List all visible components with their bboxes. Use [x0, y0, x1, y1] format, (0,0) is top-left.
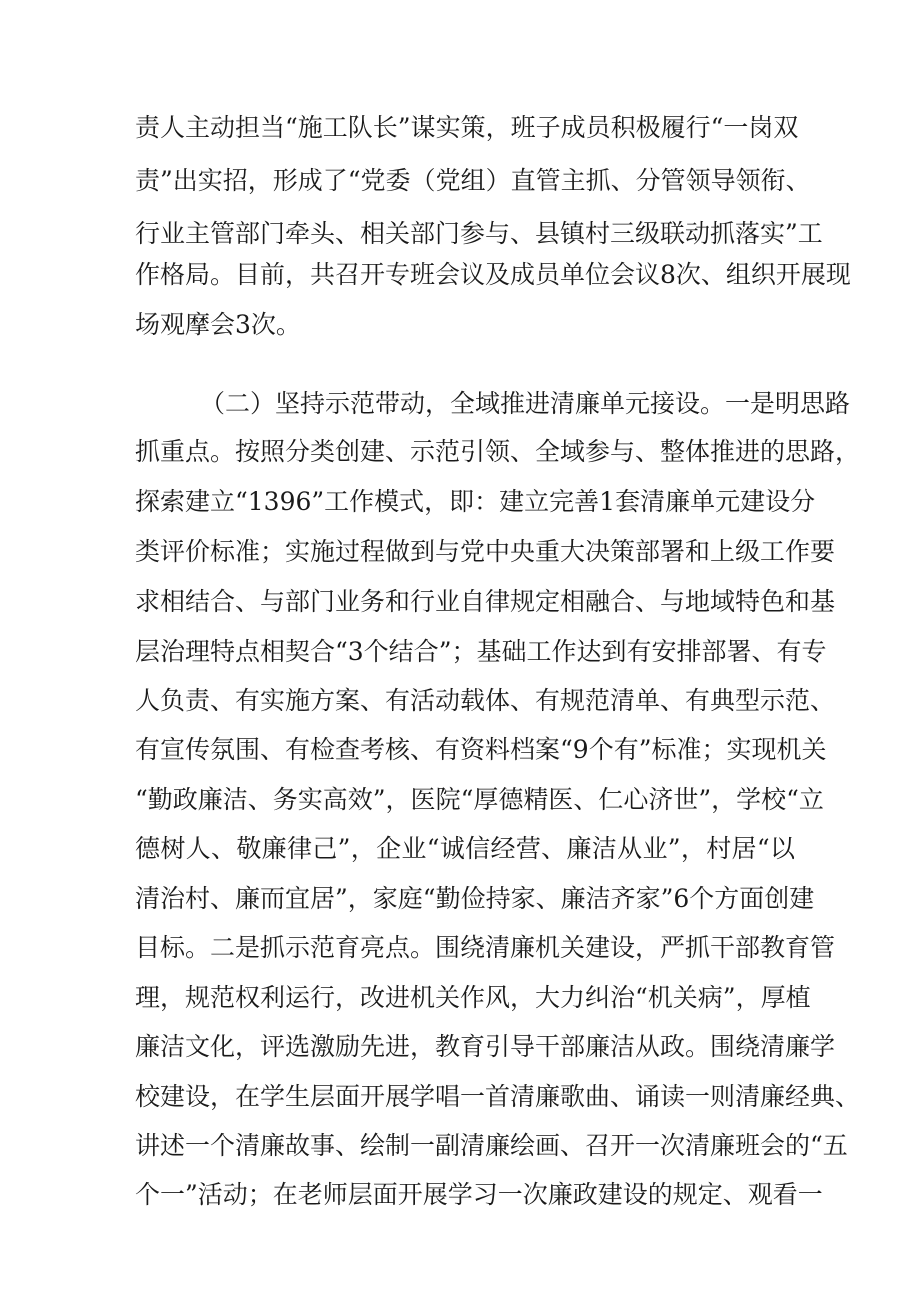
paragraph-2-line-12: 目标。二是抓示范育亮点。围绕清廉机关建设，严抓干部教育管 — [135, 933, 836, 962]
paragraph-2-line-17: 个一”活动；在老师层面开展学习一次廉政建设的规定、观看一 — [135, 1180, 823, 1209]
paragraph-2-line-11: 清治村、廉而宜居”，家庭“勤俭持家、廉洁齐家”6个方面创建 — [135, 884, 815, 913]
paragraph-1-line-3: 行业主管部门牵头、相关部门参与、县镇村三级联动抓落实”工 — [135, 219, 823, 248]
paragraph-1-line-1: 责人主动担当“施工队长”谋实策，班子成员积极履行“一岗双 — [135, 113, 799, 142]
paragraph-2-line-13: 理，规范权利运行，改进机关作风，大力纠治“机关病”，厚植 — [135, 983, 811, 1012]
paragraph-2-line-15: 校建设，在学生层面开展学唱一首清廉歌曲、诵读一则清廉经典、 — [135, 1082, 861, 1111]
paragraph-2-line-1: （二）坚持示范带动，全域推进清廉单元接设。一是明思路 — [200, 389, 851, 418]
paragraph-2-line-8: 有宣传氛围、有检查考核、有资料档案“9个有”标准；实现机关 — [135, 735, 827, 764]
paragraph-2-line-7: 人负责、有实施方案、有活动载体、有规范清单、有典型示范、 — [135, 686, 836, 715]
paragraph-2-line-4: 类评价标准；实施过程做到与党中央重大决策部署和上级工作要 — [135, 537, 836, 566]
paragraph-2-line-16: 讲述一个清廉故事、绘制一副清廉绘画、召开一次清廉班会的“五 — [135, 1131, 848, 1160]
paragraph-2-line-6: 层治理特点相契合“3个结合”；基础工作达到有安排部署、有专 — [135, 637, 827, 666]
paragraph-1-line-5: 场观摩会3次。 — [135, 310, 301, 339]
paragraph-2-line-9: “勤政廉洁、务实高效”，医院“厚德精医、仁心济世”，学校“立 — [135, 785, 824, 814]
paragraph-1-line-4: 作格局。目前，共召开专班会议及成员单位会议8次、组织开展现 — [135, 260, 851, 289]
paragraph-2-line-2: 抓重点。按照分类创建、示范引领、全域参与、整体推进的思路， — [135, 437, 861, 466]
paragraph-2-line-5: 求相结合、与部门业务和行业自律规定相融合、与地域特色和基 — [135, 587, 836, 616]
paragraph-2-line-10: 德树人、敬廉律己”，企业“诚信经营、廉洁从业”，村居“以 — [135, 834, 795, 863]
paragraph-2-line-3: 探索建立“1396”工作模式，即：建立完善1套清廉单元建设分 — [135, 487, 816, 516]
paragraph-2-line-14: 廉洁文化，评选激励先进，教育引导干部廉洁从政。围绕清廉学 — [135, 1032, 836, 1061]
paragraph-1-line-2: 责”出实招，形成了“党委（党组）直管主抓、分管领导领衔、 — [135, 166, 811, 195]
